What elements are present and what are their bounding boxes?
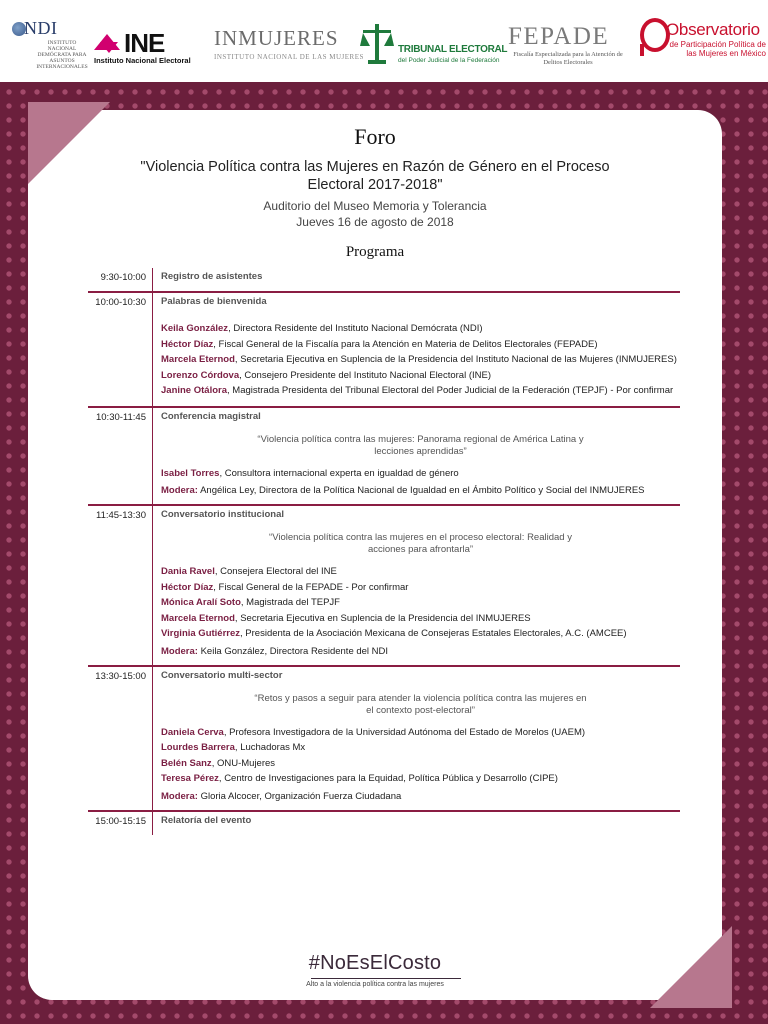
- speaker-name: Janine Otálora: [161, 385, 227, 396]
- tepjf-logo-name: TRIBUNAL ELECTORAL: [398, 44, 508, 55]
- speaker-role: , Fiscal General de la FEPADE - Por confirmar: [213, 581, 409, 593]
- speaker: [161, 727, 680, 739]
- speaker-name: Marcela Eternod: [161, 354, 235, 365]
- speaker-name: Teresa Pérez: [161, 773, 219, 784]
- fepade-logo-name: FEPADE: [508, 23, 610, 50]
- block-title: Registro de asistentes: [161, 271, 263, 282]
- session-quote: “Violencia política contra las mujeres: Panorama regional de América Latina y lecciones aprendidas”: [257, 433, 584, 457]
- speaker-name: Daniela Cerva: [161, 726, 224, 738]
- speaker-name: Isabel Torres: [161, 467, 220, 479]
- tepjf-logo-sub: del Poder Judicial de la Federación: [398, 57, 500, 64]
- speaker: [161, 742, 680, 754]
- hashtag-underline: [311, 978, 461, 979]
- speaker: [161, 339, 680, 351]
- block-body: [152, 293, 680, 406]
- speaker-name: Lourdes Barrera: [161, 742, 235, 753]
- speaker: [161, 613, 680, 625]
- speaker-role: , ONU-Mujeres: [211, 757, 276, 769]
- speaker-role: , Luchadoras Mx: [234, 742, 306, 753]
- block-title: Conversatorio institucional: [161, 509, 284, 520]
- venue: Auditorio del Museo Memoria y Tolerancia: [263, 199, 487, 213]
- fepade-logo-sub: Fiscalía Especializada para la Atención de Delitos Electorales: [513, 51, 623, 66]
- ndi-logo-name: NDI: [24, 18, 58, 38]
- speaker: [161, 385, 680, 397]
- speaker: [161, 597, 680, 609]
- program-heading: Programa: [345, 244, 405, 260]
- speaker: [161, 628, 680, 640]
- scales-of-justice-icon: [360, 22, 394, 66]
- inmujeres-logo: [214, 26, 364, 66]
- tagline: Alto a la violencia política contra las mujeres: [306, 981, 444, 988]
- block-body: [152, 506, 680, 665]
- block-body: [152, 268, 680, 291]
- speaker-role: , Directora Residente del Instituto Nacional Demócrata (NDI): [228, 323, 483, 334]
- block-time: 13:30-15:00: [95, 670, 146, 682]
- block-title: Relatoría del evento: [161, 814, 252, 826]
- speaker: [161, 773, 680, 785]
- speaker-name: Dania Ravel: [161, 566, 215, 577]
- speaker-name: Héctor Díaz: [161, 338, 214, 350]
- ine-logo-name: INE: [124, 28, 165, 58]
- speaker: [161, 354, 680, 366]
- speaker-name: Marcela Eternod: [161, 612, 235, 624]
- ine-logo-sub: Instituto Nacional Electoral: [94, 56, 191, 65]
- speaker-role: , Magistrada del TEPJF: [240, 597, 340, 608]
- schedule: [88, 268, 680, 835]
- speaker-role: , Presidenta de la Asociación Mexicana de Consejeras Estatales Electorales, A.C. (AMCEE): [240, 628, 627, 639]
- logo-strip: [0, 0, 768, 82]
- fepade-logo: [508, 24, 628, 68]
- speaker-role: , Magistrada Presidenta del Tribunal Electoral del Poder Judicial de la Federación (TEPJF) - Por confirmar: [227, 385, 674, 396]
- block-body: [152, 667, 680, 810]
- speaker-name: Mónica Aralí Soto: [161, 597, 241, 608]
- page-title: Foro: [354, 124, 396, 149]
- speaker: [161, 566, 680, 578]
- schedule-block: [88, 293, 680, 408]
- moderator: [161, 483, 680, 499]
- speaker: [161, 323, 680, 335]
- session-quote: “Retos y pasos a seguir para atender la violencia política contra las mujeres en el contexto post-electoral”: [254, 692, 587, 716]
- speaker: [161, 582, 680, 594]
- block-title: Palabras de bienvenida: [161, 296, 267, 307]
- speaker-role: , Consejera Electoral del INE: [214, 566, 337, 577]
- moderator-text: Angélica Ley, Directora de la Política Nacional de Igualdad en el Ámbito Político y Social del INMUJERES: [197, 485, 645, 496]
- moderator: [161, 644, 680, 660]
- block-time: 10:00-10:30: [95, 297, 146, 308]
- ine-logo: [94, 28, 204, 68]
- speaker-name: Héctor Díaz: [161, 581, 214, 593]
- speaker: [161, 370, 680, 382]
- speaker-role: , Centro de Investigaciones para la Equidad, Política Pública y Desarrollo (CIPE): [218, 773, 558, 784]
- schedule-block: [88, 268, 680, 293]
- speaker-role: , Secretaria Ejecutiva en Suplencia de la Presidencia del Instituto Nacional de las Mujeres (INMUJERES): [234, 354, 677, 365]
- inmujeres-logo-name: INMUJERES: [214, 26, 339, 50]
- speaker-role: , Profesora Investigadora de la Universidad Autónoma del Estado de Morelos (UAEM): [223, 726, 586, 738]
- block-time: 9:30-10:00: [100, 272, 146, 283]
- speaker: [161, 758, 680, 770]
- speaker-name: Belén Sanz: [161, 757, 212, 769]
- moderator-label: Modera:: [161, 790, 198, 802]
- moderator-label: Modera:: [161, 645, 198, 657]
- moderator: [161, 789, 680, 805]
- hashtag: #NoEsElCosto: [308, 952, 442, 974]
- moderator-text: Keila González, Directora Residente del NDI: [197, 645, 389, 657]
- speaker: [161, 468, 680, 480]
- speaker-name: Keila González: [161, 323, 229, 334]
- speaker-role: , Consejero Presidente del Instituto Nacional Electoral (INE): [239, 369, 491, 381]
- moderator-label: Modera:: [161, 485, 198, 496]
- speaker-role: , Secretaria Ejecutiva en Suplencia de la Presidencia del INMUJERES: [234, 612, 531, 624]
- ndi-logo-sub: INSTITUTO NACIONAL DEMÓCRATA PARA ASUNTOS INTERNACIONALES: [36, 40, 88, 70]
- inmujeres-logo-sub: INSTITUTO NACIONAL DE LAS MUJERES: [214, 53, 364, 61]
- block-time: 11:45-13:30: [95, 510, 146, 521]
- block-title: Conversatorio multi-sector: [161, 669, 283, 681]
- forum-subtitle: "Violencia Política contra las Mujeres en Razón de Género en el Proceso Electoral 2017-2018": [140, 159, 610, 193]
- speaker-name: Virginia Gutiérrez: [161, 628, 241, 639]
- block-body: [152, 408, 680, 505]
- speaker-role: , Consultora internacional experta en igualdad de género: [219, 467, 459, 479]
- speaker-role: , Fiscal General de la Fiscalía para la Atención en Materia de Delitos Electorales (FEPADE): [213, 338, 598, 350]
- speaker-name: Lorenzo Córdova: [161, 369, 240, 381]
- schedule-block: [88, 812, 680, 835]
- block-body: [152, 812, 680, 835]
- block-time: 10:30-11:45: [95, 411, 146, 423]
- ine-mark-lower-icon: [100, 42, 118, 53]
- observatorio-logo: [640, 18, 764, 72]
- schedule-block: [88, 667, 680, 812]
- tepjf-logo: [360, 22, 508, 70]
- observatorio-logo-sub: de Participación Política de las Mujeres en México: [669, 40, 766, 58]
- ndi-logo: [12, 18, 88, 72]
- session-quote: “Violencia política contra las mujeres en el proceso electoral: Realidad y acciones para afrontarla”: [269, 532, 572, 555]
- block-time: 15:00-15:15: [95, 815, 146, 827]
- schedule-block: [88, 408, 680, 507]
- event-date: Jueves 16 de agosto de 2018: [296, 215, 454, 229]
- observatorio-logo-name: Observatorio: [666, 20, 760, 39]
- schedule-block: [88, 506, 680, 667]
- moderator-text: Gloria Alcocer, Organización Fuerza Ciudadana: [197, 790, 402, 802]
- block-title: Conferencia magistral: [161, 410, 261, 422]
